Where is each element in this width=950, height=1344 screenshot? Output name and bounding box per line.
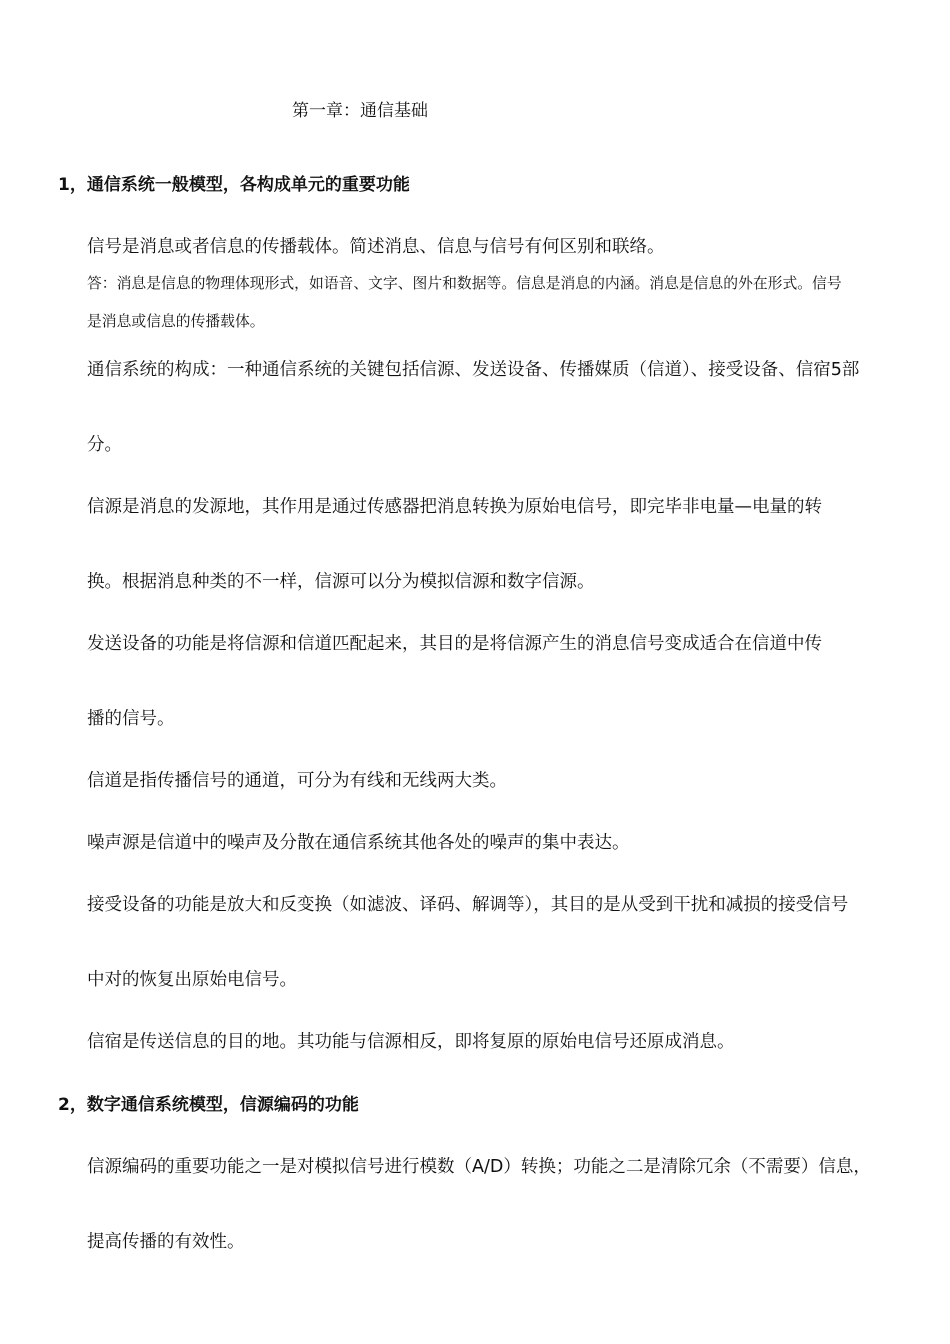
question-text: 信号是消息或者信息的传播载体。简述消息、信息与信号有何区别和联络。 [87, 237, 665, 257]
composition-line-2: 分。 [87, 435, 122, 455]
noise-text: 噪声源是信道中的噪声及分散在通信系统其他各处的噪声的集中表达。 [87, 833, 630, 853]
transmitter-line-2: 播的信号。 [87, 709, 175, 729]
source-line-1: 信源是消息的发源地，其作用是通过传感器把消息转换为原始电信号，即完毕非电量—电量的转 [87, 497, 822, 517]
section-2-heading: 2，数字通信系统模型，信源编码的功能 [58, 1095, 359, 1115]
receiver-line-2: 中对的恢复出原始电信号。 [87, 970, 297, 990]
coding-line-1: 信源编码的重要功能之一是对模拟信号进行模数（A/D）转换；功能之二是清除冗余（不需要）信息， [87, 1157, 871, 1177]
channel-text: 信道是指传播信号的通道，可分为有线和无线两大类。 [87, 771, 507, 791]
section-1-heading: 1，通信系统一般模型，各构成单元的重要功能 [58, 175, 410, 195]
answer-line-1: 答：消息是信息的物理体现形式，如语音、文字、图片和数据等。信息是消息的内涵。消息是信息的外在形式。信号 [87, 275, 842, 292]
source-line-2: 换。根据消息种类的不一样，信源可以分为模拟信源和数字信源。 [87, 572, 595, 592]
chapter-title: 第一章：通信基础 [292, 101, 428, 121]
answer-line-2: 是消息或信息的传播载体。 [87, 313, 265, 330]
coding-line-2: 提高传播的有效性。 [87, 1232, 245, 1252]
transmitter-line-1: 发送设备的功能是将信源和信道匹配起来，其目的是将信源产生的消息信号变成适合在信道中传 [87, 634, 822, 654]
sink-text: 信宿是传送信息的目的地。其功能与信源相反，即将复原的原始电信号还原成消息。 [87, 1032, 735, 1052]
receiver-line-1: 接受设备的功能是放大和反变换（如滤波、译码、解调等），其目的是从受到干扰和减损的接受信号 [87, 895, 849, 915]
composition-line-1: 通信系统的构成：一种通信系统的关键包括信源、发送设备、传播媒质（信道）、接受设备、信宿5部 [87, 360, 860, 380]
